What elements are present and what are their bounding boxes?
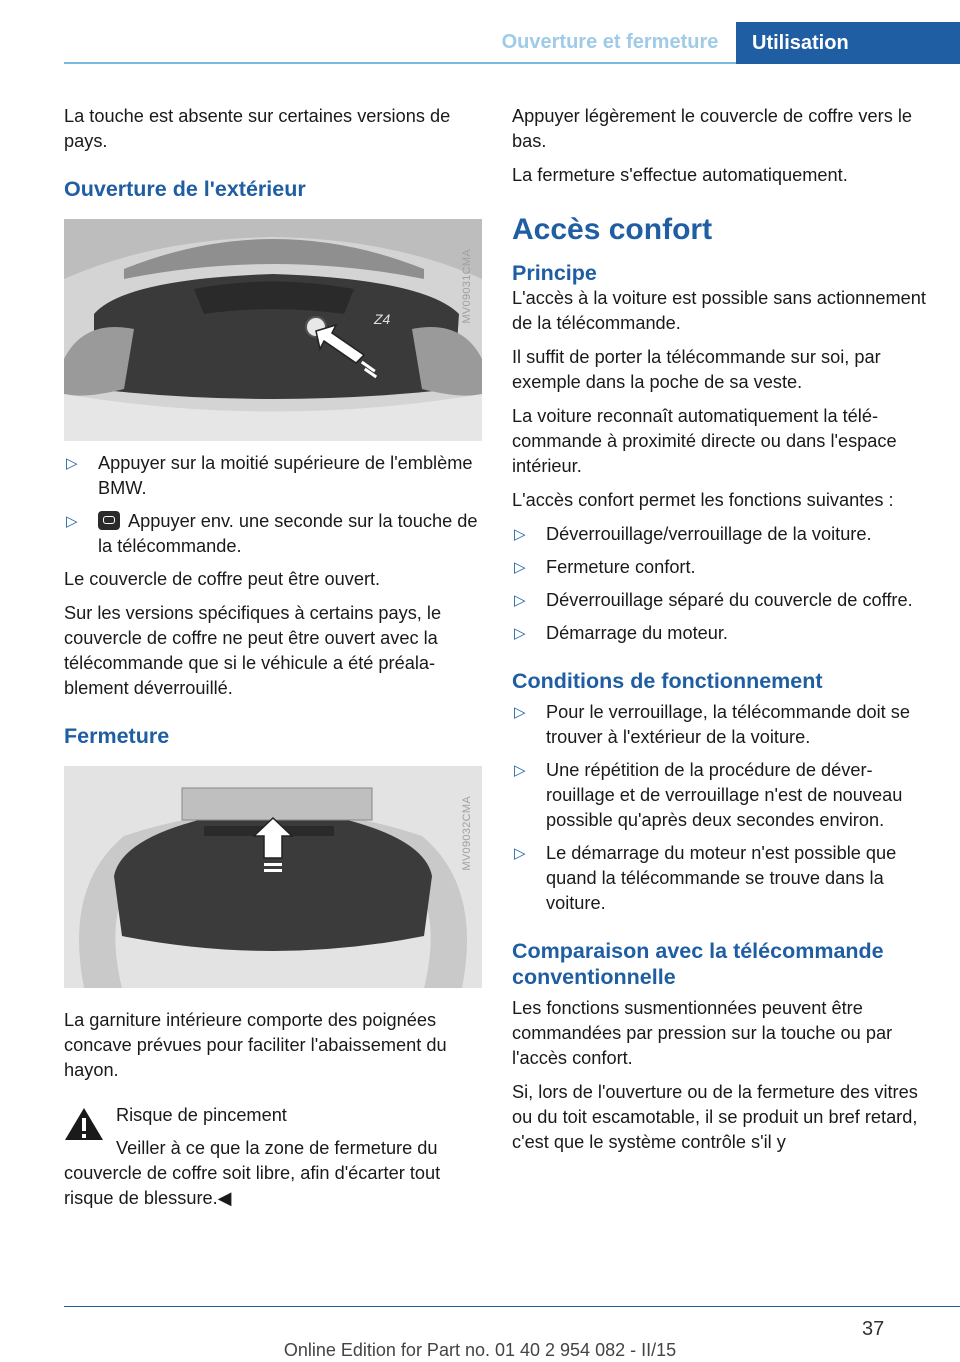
list-item: ▷ Appuyer env. une seconde sur la touche de la télécommande. [66, 511, 478, 556]
heading-comfort-access: Accès confort [512, 213, 713, 246]
warning-title: Risque de pincement [116, 1105, 287, 1125]
list-item: ▷ Déverrouillage/verrouillage de la voiture. [512, 522, 926, 547]
remote-trunk-button-icon [98, 511, 120, 530]
trunk-lid-illustration [64, 219, 482, 441]
model-badge: Z4 [374, 311, 391, 327]
list-item: ▷ Une répétition de la procédure de déverrouillage et de verrouillage n'est de nouveau possible qu'après deux secondes environ. [514, 760, 903, 830]
heading-open-outside: Ouverture de l'extérieur [64, 177, 306, 201]
heading-closing: Fermeture [64, 724, 170, 748]
figure-code: MV09032CMA [461, 796, 473, 871]
footer-edition: Online Edition for Part no. 01 40 2 954 082 - II/15 [283, 1340, 677, 1360]
left-column [64, 104, 482, 1211]
list-item: ▷ Démarrage du moteur. [512, 621, 926, 646]
paragraph: La garniture intérieure comporte des poignées concave prévues pour faciliter l'abaissement du hayon. [64, 1010, 447, 1080]
warning-text: Veiller à ce que la zone de fermeture du couvercle de coffre soit libre, afin d'écarter tout risque de blessure.◀ [64, 1138, 441, 1208]
paragraph: Si, lors de l'ouverture ou de la fermeture des vitres ou du toit escamotable, il se produit un bref retard, c'est que le système contrôle s'il y [512, 1082, 918, 1152]
heading-conditions: Conditions de fonctionnement [512, 669, 823, 693]
paragraph: Le couvercle de coffre peut être ouvert. [64, 569, 381, 589]
bullet-arrow-icon: ▷ [514, 559, 526, 576]
page-number: 37 [862, 1318, 885, 1340]
trunk-lining-illustration [64, 766, 482, 988]
warning-block [64, 1103, 482, 1211]
list-item: ▷ Déverrouillage séparé du couvercle de coffre. [512, 588, 926, 613]
paragraph: Les fonctions susmentionnées peuvent être commandées par pression sur la touche ou par l'accès confort. [512, 998, 893, 1068]
list-item: ▷ Le démarrage du moteur n'est possible que quand la télécommande se trouve dans la voiture. [514, 843, 897, 913]
header-chapter-tab: Utilisation [736, 22, 960, 64]
header-section-title: Ouverture et fermeture [501, 31, 719, 53]
paragraph: L'accès confort permet les fonctions suivantes : [512, 490, 894, 510]
bullet-arrow-icon: ▷ [514, 526, 526, 543]
bullet-arrow-icon: ▷ [514, 845, 526, 862]
list-item: ▷ Appuyer sur la moitié supérieure de l'emblème BMW. [66, 453, 473, 498]
paragraph: La fermeture s'effectue automatiquement. [512, 165, 848, 185]
bullet-arrow-icon: ▷ [514, 625, 526, 642]
heading-comparison: Comparaison avec la télécommande conventionnelle [512, 939, 884, 989]
bullet-arrow-icon: ▷ [514, 704, 526, 721]
paragraph: L'accès à la voiture est possible sans actionnement de la télécommande. [512, 288, 926, 333]
paragraph: La voiture reconnaît automatiquement la télécommande à proximité directe ou dans l'espace intérieur. [512, 406, 897, 476]
bullet-arrow-icon: ▷ [66, 455, 78, 472]
warning-triangle-icon [64, 1107, 104, 1141]
right-column [512, 104, 926, 1164]
figure-trunk-inside [64, 766, 482, 988]
paragraph: Appuyer légèrement le couvercle de coffre vers le bas. [512, 106, 913, 151]
figure-code: MV09031CMA [461, 249, 473, 324]
paragraph: Sur les versions spécifiques à certains pays, le couvercle de coffre ne peut être ouvert avec la télécommande que si le véhicule a été préalablement déverrouillé. [64, 603, 442, 698]
bullet-arrow-icon: ▷ [514, 762, 526, 779]
intro-text: La touche est absente sur certaines versions de pays. [64, 106, 451, 151]
list-item: ▷ Pour le verrouillage, la télécommande doit se trouver à l'extérieur de la voiture. [514, 702, 910, 747]
figure-trunk-open [64, 219, 482, 441]
bullet-arrow-icon: ▷ [514, 592, 526, 609]
heading-principle: Principe [512, 261, 597, 285]
bullet-arrow-icon: ▷ [66, 513, 78, 530]
paragraph: Il suffit de porter la télécommande sur soi, par exemple dans la poche de sa veste. [512, 347, 881, 392]
footer-rule [64, 1306, 960, 1307]
list-item: ▷ Fermeture confort. [512, 555, 926, 580]
